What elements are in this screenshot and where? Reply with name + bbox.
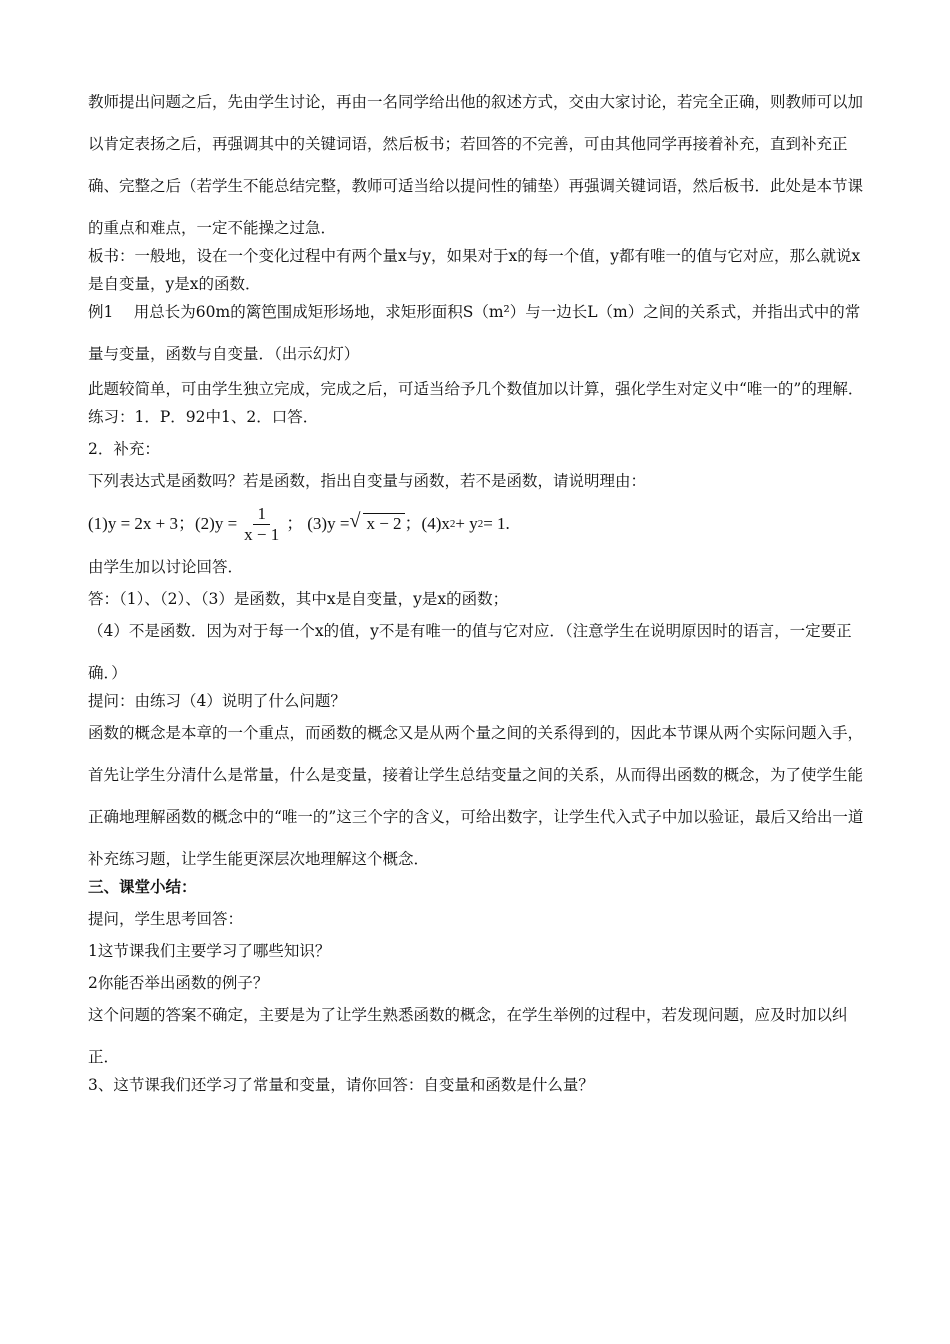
fraction-numerator: 1	[253, 504, 270, 525]
formula-3-lhs: (3)y =	[307, 514, 350, 533]
list-item-1: 1这节课我们主要学习了哪些知识？	[88, 942, 331, 960]
list-item-2: 2你能否举出函数的例子？	[88, 974, 269, 992]
formula-4-b: + y	[455, 514, 478, 533]
paragraph-ask: 提问：由练习（4）说明了什么问题？	[88, 692, 346, 710]
paragraph-example-note: 此题较简单，可由学生独立完成，完成之后，可适当给予几个数值加以计算，强化学生对定义中“唯一的”的理解．	[88, 380, 864, 398]
section-heading: 三、课堂小结：	[88, 878, 197, 896]
paragraph-answer-4: （4）不是函数．因为对于每一个x的值，y不是有唯一的值与它对应．（注意学生在说明原因时的语言，一定要正确．）	[88, 622, 852, 682]
paragraph-teaching-process: 教师提出问题之后，先由学生讨论，再由一名同学给出他的叙述方式，交由大家讨论，若完全正确，则教师可以加以肯定表扬之后，再强调其中的关键词语，然后板书；若回答的不完善，可由其他同学再接着补充，直到补充正确、完整之后（若学生不能总结完整，教师可适当给以提问性的铺垫）再强调关键词语，然后板书．此处是本节课的重点和难点，一定不能操之过急．	[88, 93, 864, 237]
paragraph-board-definition: 板书：一般地，设在一个变化过程中有两个量x与y，如果对于x的每一个值，y都有唯一的值与它对应，那么就说x是自变量，y是x的函数．	[88, 247, 861, 293]
radicand: x − 2	[363, 513, 404, 533]
paragraph-supplement: 2．补充：	[88, 440, 160, 458]
formula-1: (1)y = 2x + 3；	[88, 514, 195, 533]
fraction-denominator: x − 1	[244, 524, 280, 544]
paragraph-discussion: 由学生加以讨论回答．	[88, 558, 244, 576]
formula-4-c: = 1.	[483, 514, 510, 533]
document-page	[88, 88, 866, 1099]
formula-3-end: ；	[404, 514, 422, 533]
square-root	[351, 510, 404, 538]
paragraph-question: 下列表达式是函数吗？若是函数，指出自变量与函数，若不是函数，请说明理由：	[88, 472, 647, 490]
paragraph-answer: 答：（1）、（2）、（3）是函数，其中x是自变量，y是x的函数；	[88, 590, 509, 608]
formula-2-end: ；	[286, 514, 304, 533]
paragraph-ask-students: 提问，学生思考回答：	[88, 910, 244, 928]
paragraph-exercise: 练习：1．P．92中1、2．口答．	[88, 408, 319, 426]
list-item-3: 3、这节课我们还学习了常量和变量，请你回答：自变量和函数是什么量？	[88, 1076, 594, 1094]
formula-4-a: (4)x	[421, 514, 450, 533]
paragraph-answer-note: 这个问题的答案不确定，主要是为了让学生熟悉函数的概念，在学生举例的过程中，若发现问题，应及时加以纠正．	[88, 1006, 848, 1066]
paragraph-concept-summary: 函数的概念是本章的一个重点，而函数的概念又是从两个量之间的关系得到的，因此本节课从两个实际问题入手，首先让学生分清什么是常量，什么是变量，接着让学生总结变量之间的关系，从而得出函数的概念，为了使学生能正确地理解函数的概念中的“唯一的”这三个字的含义，可给出数字，让学生代入式子中加以验证，最后又给出一道补充练习题，让学生能更深层次地理解这个概念．	[88, 724, 864, 868]
paragraph-example-1: 例1 用总长为60m的篱笆围成矩形场地，求矩形面积S（m²）与一边长L（m）之间的关系式，并指出式中的常量与变量，函数与自变量．（出示幻灯）	[88, 303, 861, 363]
fraction	[240, 504, 283, 545]
math-formula-line: (1)y = 2x + 3； (2)y = $\frac{1}{x - 1}$ ； (3)y = √ x − 2 ； (4)x 2 + y 2 = 1.	[88, 495, 866, 553]
formula-2-lhs: (2)y =	[195, 514, 238, 533]
